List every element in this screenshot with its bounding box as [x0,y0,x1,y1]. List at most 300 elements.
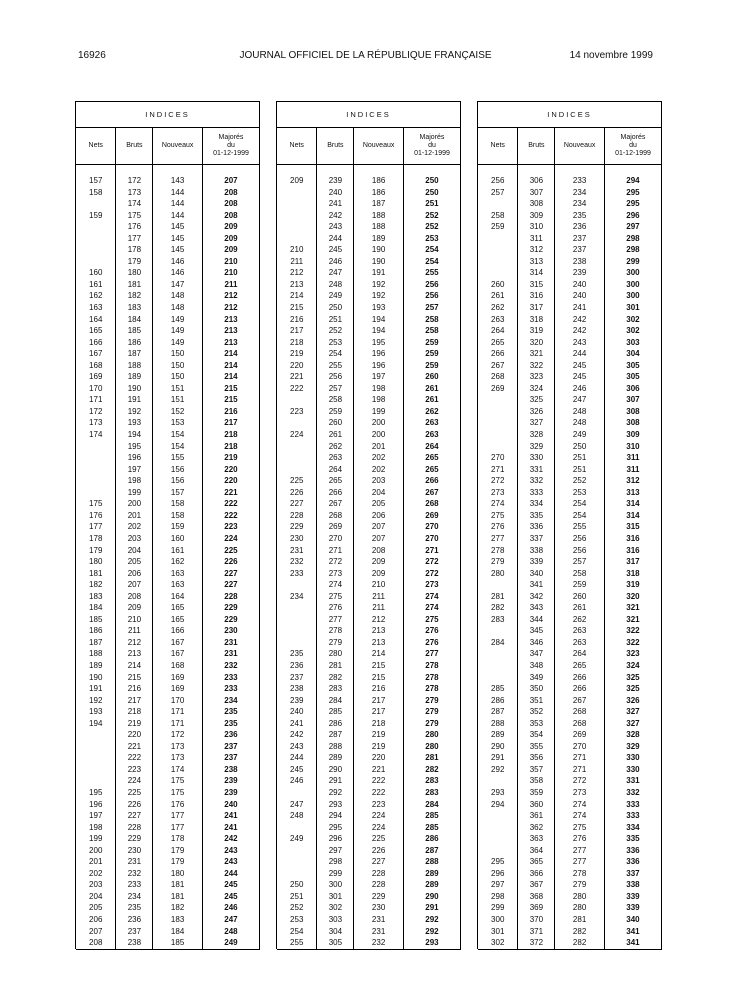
nets-cell: 202 [76,868,116,880]
table-row [478,775,662,787]
nouveaux-cell: 217 [354,695,404,707]
table-row [277,429,461,441]
bruts-cell: 303 [317,914,354,926]
table-row [277,602,461,614]
bruts-cell: 282 [317,672,354,684]
majores-cell: 277 [403,648,460,660]
nouveaux-cell: 181 [153,891,203,903]
majores-cell: 279 [403,718,460,730]
majores-cell: 256 [403,279,460,291]
table-row [277,314,461,326]
bruts-cell: 210 [116,614,153,626]
bruts-cell: 180 [116,267,153,279]
majores-cell: 268 [403,498,460,510]
bruts-cell: 224 [116,775,153,787]
table-row [478,787,662,799]
bruts-cell: 200 [116,498,153,510]
nouveaux-cell: 223 [354,799,404,811]
nets-cell: 195 [76,787,116,799]
nets-cell: 296 [478,868,518,880]
nouveaux-cell: 169 [153,683,203,695]
majores-cell: 230 [202,625,259,637]
majores-cell: 279 [403,695,460,707]
majores-cell: 258 [403,325,460,337]
nouveaux-cell: 201 [354,441,404,453]
table-row [277,244,461,256]
nouveaux-cell: 228 [354,868,404,880]
table-row [277,660,461,672]
nouveaux-cell: 167 [153,648,203,660]
nets-cell: 218 [277,337,317,349]
majores-cell: 226 [202,556,259,568]
nouveaux-cell: 175 [153,775,203,787]
table-row [277,290,461,302]
bruts-cell: 298 [317,856,354,868]
nouveaux-cell: 262 [555,614,605,626]
table-row [478,302,662,314]
nouveaux-cell: 148 [153,290,203,302]
nouveaux-cell: 217 [354,706,404,718]
nouveaux-cell: 172 [153,729,203,741]
majores-cell: 243 [202,845,259,857]
majores-cell: 216 [202,406,259,418]
nouveaux-cell: 179 [153,856,203,868]
table-row [277,718,461,730]
nouveaux-cell: 189 [354,233,404,245]
majores-cell: 315 [604,521,661,533]
table-row [76,556,260,568]
nets-cell: 256 [478,175,518,187]
nouveaux-cell: 249 [555,429,605,441]
majores-cell: 322 [604,625,661,637]
table-row [76,175,260,187]
nouveaux-cell: 167 [153,637,203,649]
nouveaux-cell: 232 [354,937,404,949]
nets-cell: 184 [76,602,116,614]
nouveaux-cell: 254 [555,510,605,522]
nets-cell: 238 [277,683,317,695]
table-row [76,464,260,476]
nets-cell [478,394,518,406]
nets-cell: 269 [478,383,518,395]
nets-cell: 227 [277,498,317,510]
nets-cell: 250 [277,879,317,891]
nets-cell: 281 [478,591,518,603]
table-row [277,498,461,510]
bruts-cell: 325 [518,394,555,406]
majores-cell: 233 [202,672,259,684]
nouveaux-cell: 152 [153,406,203,418]
nets-cell: 285 [478,683,518,695]
table-row [76,279,260,291]
nouveaux-cell: 222 [354,775,404,787]
bruts-cell: 344 [518,614,555,626]
nets-cell [277,614,317,626]
nouveaux-cell: 154 [153,429,203,441]
majores-cell: 316 [604,545,661,557]
majores-cell: 320 [604,591,661,603]
nouveaux-cell: 215 [354,672,404,684]
bruts-cell: 371 [518,926,555,938]
nouveaux-cell: 251 [555,464,605,476]
table-row [76,210,260,222]
majores-cell: 215 [202,383,259,395]
nouveaux-cell: 234 [555,187,605,199]
majores-cell: 250 [403,187,460,199]
nouveaux-cell: 279 [555,879,605,891]
nouveaux-cell: 156 [153,464,203,476]
nouveaux-cell: 264 [555,648,605,660]
table-row [478,175,662,187]
bruts-cell: 339 [518,556,555,568]
nets-cell: 283 [478,614,518,626]
nouveaux-cell: 214 [354,648,404,660]
bruts-cell: 217 [116,695,153,707]
nouveaux-cell: 228 [354,879,404,891]
table-row [76,533,260,545]
nets-cell: 300 [478,914,518,926]
nets-cell: 239 [277,695,317,707]
bruts-cell: 307 [518,187,555,199]
majores-cell: 274 [403,602,460,614]
nouveaux-cell: 202 [354,464,404,476]
nouveaux-cell: 168 [153,660,203,672]
bruts-cell: 291 [317,775,354,787]
nets-cell: 276 [478,521,518,533]
majores-cell: 291 [403,902,460,914]
table-row [277,348,461,360]
col-nouveaux: Nouveaux [354,128,404,165]
majores-cell: 253 [403,233,460,245]
table-row [76,856,260,868]
bruts-cell: 183 [116,302,153,314]
bruts-cell: 328 [518,429,555,441]
table-row [478,845,662,857]
nets-cell [76,764,116,776]
bruts-cell: 176 [116,221,153,233]
majores-cell: 304 [604,348,661,360]
bruts-cell: 343 [518,602,555,614]
bruts-cell: 365 [518,856,555,868]
nouveaux-cell: 244 [555,348,605,360]
table-row [76,695,260,707]
table-row [277,822,461,834]
majores-cell: 243 [202,856,259,868]
nouveaux-cell: 173 [153,752,203,764]
majores-cell: 336 [604,845,661,857]
majores-cell: 217 [202,417,259,429]
bruts-cell: 238 [116,937,153,949]
majores-cell: 281 [403,752,460,764]
nets-cell: 226 [277,487,317,499]
table-row [76,891,260,903]
nouveaux-cell: 151 [153,383,203,395]
nets-cell: 222 [277,383,317,395]
page-header [0,50,731,64]
majores-cell: 211 [202,279,259,291]
majores-cell: 323 [604,648,661,660]
bruts-cell: 202 [116,521,153,533]
bruts-cell: 207 [116,579,153,591]
table-row [76,417,260,429]
bruts-cell: 222 [116,752,153,764]
table-body [277,175,461,949]
nouveaux-cell: 210 [354,579,404,591]
table-row [76,233,260,245]
bruts-cell: 194 [116,429,153,441]
majores-cell: 258 [403,314,460,326]
nets-cell: 213 [277,279,317,291]
table-row [277,210,461,222]
majores-cell: 303 [604,337,661,349]
majores-cell: 213 [202,325,259,337]
nets-cell: 207 [76,926,116,938]
nouveaux-cell: 218 [354,718,404,730]
nouveaux-cell: 204 [354,487,404,499]
nets-cell: 275 [478,510,518,522]
table-row [478,521,662,533]
majores-cell: 254 [403,244,460,256]
majores-cell: 257 [403,302,460,314]
majores-cell: 213 [202,337,259,349]
col-nets: Nets [277,128,317,165]
majores-cell: 222 [202,510,259,522]
majores-cell: 317 [604,556,661,568]
bruts-cell: 187 [116,348,153,360]
majores-cell: 222 [202,498,259,510]
bruts-cell: 220 [116,729,153,741]
table-row [76,729,260,741]
table-row [478,337,662,349]
bruts-cell: 334 [518,498,555,510]
nets-cell: 228 [277,510,317,522]
nouveaux-cell: 153 [153,417,203,429]
table-row [277,625,461,637]
bruts-cell: 315 [518,279,555,291]
nets-cell: 164 [76,314,116,326]
nouveaux-cell: 257 [555,556,605,568]
bruts-cell: 195 [116,441,153,453]
table-row [478,533,662,545]
bruts-cell: 272 [317,556,354,568]
bruts-cell: 275 [317,591,354,603]
table-row [76,256,260,268]
nets-cell [277,210,317,222]
table-row [277,556,461,568]
bruts-cell: 192 [116,406,153,418]
nets-cell [76,464,116,476]
majores-cell: 286 [403,833,460,845]
table-row [76,337,260,349]
bruts-cell: 174 [116,198,153,210]
bruts-cell: 337 [518,533,555,545]
table-row [76,591,260,603]
nets-cell: 203 [76,879,116,891]
nouveaux-cell: 209 [354,568,404,580]
bruts-cell: 342 [518,591,555,603]
majores-cell: 311 [604,464,661,476]
bruts-cell: 349 [518,672,555,684]
bruts-cell: 196 [116,452,153,464]
majores-cell: 283 [403,787,460,799]
table-row [277,729,461,741]
table-row [76,487,260,499]
table-row [277,441,461,453]
nets-cell: 173 [76,417,116,429]
nets-cell: 177 [76,521,116,533]
nets-cell: 212 [277,267,317,279]
majores-cell: 329 [604,741,661,753]
nouveaux-cell: 248 [555,417,605,429]
majores-cell: 295 [604,198,661,210]
table-row [277,302,461,314]
nouveaux-cell: 241 [555,302,605,314]
table-row [277,267,461,279]
nets-cell: 174 [76,429,116,441]
bruts-cell: 239 [317,175,354,187]
nets-cell: 298 [478,891,518,903]
nouveaux-cell: 272 [555,775,605,787]
nets-cell: 271 [478,464,518,476]
majores-cell: 270 [403,533,460,545]
nouveaux-cell: 150 [153,371,203,383]
table-row [76,833,260,845]
majores-cell: 220 [202,475,259,487]
bruts-cell: 173 [116,187,153,199]
majores-cell: 285 [403,822,460,834]
nets-cell [76,441,116,453]
table-row [478,637,662,649]
majores-cell: 337 [604,868,661,880]
nouveaux-cell: 242 [555,314,605,326]
nouveaux-cell: 207 [354,533,404,545]
majores-cell: 282 [403,764,460,776]
nets-cell: 254 [277,926,317,938]
majores-cell: 301 [604,302,661,314]
bruts-cell: 353 [518,718,555,730]
table-row [478,672,662,684]
nouveaux-cell: 280 [555,891,605,903]
majores-cell: 260 [403,371,460,383]
table-row [76,198,260,210]
nets-cell [277,787,317,799]
nets-cell: 231 [277,545,317,557]
table-row [478,498,662,510]
nouveaux-cell: 154 [153,441,203,453]
nouveaux-cell: 263 [555,637,605,649]
bruts-cell: 329 [518,441,555,453]
bruts-cell: 263 [317,452,354,464]
table-body [76,175,260,949]
nouveaux-cell: 246 [555,383,605,395]
nets-cell: 268 [478,371,518,383]
nouveaux-cell: 171 [153,706,203,718]
bruts-cell: 338 [518,545,555,557]
nouveaux-cell: 144 [153,210,203,222]
table-row [478,475,662,487]
majores-cell: 331 [604,775,661,787]
bruts-cell: 332 [518,475,555,487]
majores-cell: 242 [202,833,259,845]
bruts-cell: 350 [518,683,555,695]
bruts-cell: 181 [116,279,153,291]
majores-cell: 341 [604,926,661,938]
bruts-cell: 314 [518,267,555,279]
table-row [76,406,260,418]
bruts-cell: 253 [317,337,354,349]
nouveaux-cell: 211 [354,602,404,614]
table-row [478,718,662,730]
bruts-cell: 236 [116,914,153,926]
table-row [277,175,461,187]
nets-cell: 234 [277,591,317,603]
bruts-cell: 330 [518,452,555,464]
issue-date: 14 novembre 1999 [569,50,653,61]
nouveaux-cell: 259 [555,579,605,591]
nouveaux-cell: 270 [555,741,605,753]
nets-cell: 240 [277,706,317,718]
nets-cell: 252 [277,902,317,914]
bruts-cell: 243 [317,221,354,233]
nouveaux-cell: 229 [354,891,404,903]
majores-cell: 309 [604,429,661,441]
nouveaux-cell: 205 [354,498,404,510]
bruts-cell: 229 [116,833,153,845]
nouveaux-cell: 185 [153,937,203,949]
nets-cell: 266 [478,348,518,360]
majores-cell: 292 [403,914,460,926]
nets-cell: 233 [277,568,317,580]
nets-cell: 246 [277,775,317,787]
table-row [478,752,662,764]
table-row [478,487,662,499]
nouveaux-cell: 248 [555,406,605,418]
bruts-cell: 320 [518,337,555,349]
bruts-cell: 258 [317,394,354,406]
nouveaux-cell: 236 [555,221,605,233]
nets-cell [76,475,116,487]
nets-cell: 235 [277,648,317,660]
nets-cell [76,752,116,764]
nouveaux-cell: 143 [153,175,203,187]
bruts-cell: 288 [317,741,354,753]
bruts-cell: 255 [317,360,354,372]
nets-cell: 186 [76,625,116,637]
nets-cell [478,198,518,210]
bruts-cell: 265 [317,475,354,487]
nets-cell: 255 [277,937,317,949]
table-row [76,510,260,522]
bruts-cell: 357 [518,764,555,776]
table-row [76,879,260,891]
nouveaux-cell: 186 [354,175,404,187]
bruts-cell: 323 [518,371,555,383]
nouveaux-cell: 146 [153,267,203,279]
nets-cell: 162 [76,290,116,302]
majores-cell: 220 [202,464,259,476]
col-nets: Nets [478,128,518,165]
nets-cell: 247 [277,799,317,811]
nets-cell: 180 [76,556,116,568]
nouveaux-cell: 237 [555,244,605,256]
table-row [478,683,662,695]
majores-cell: 252 [403,210,460,222]
nouveaux-cell: 268 [555,706,605,718]
nets-cell: 291 [478,752,518,764]
table-row [277,810,461,822]
bruts-cell: 369 [518,902,555,914]
nets-cell: 272 [478,475,518,487]
